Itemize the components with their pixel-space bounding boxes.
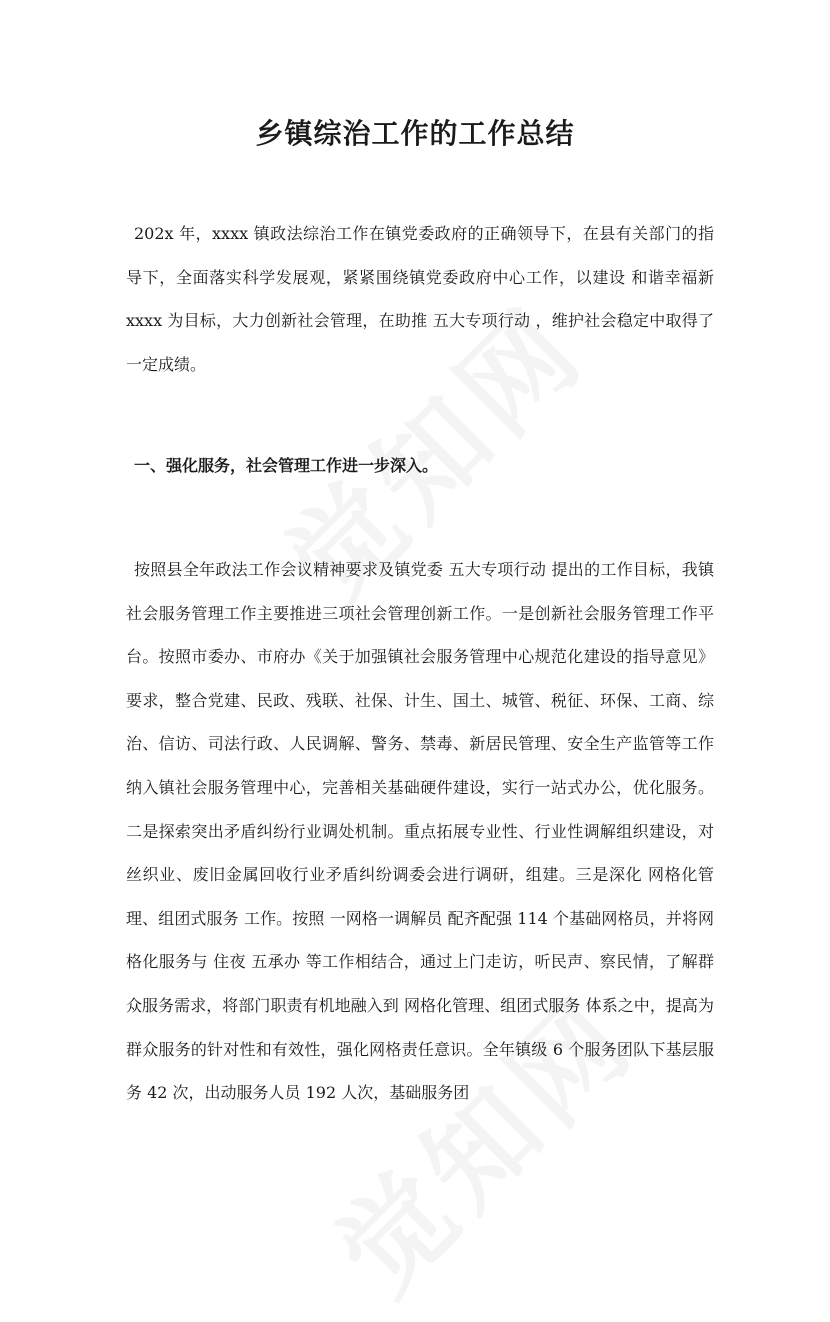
section-heading: 一、强化服务，社会管理工作进一步深入。 (134, 456, 439, 476)
document-body (126, 212, 714, 1115)
document-title: 乡镇综治工作的工作总结 (255, 117, 575, 150)
intro-paragraph: 202x 年，xxxx 镇政法综治工作在镇党委政府的正确领导下，在县有关部门的指导下，全面落实科学发展观，紧紧围绕镇党委政府中心工作，以建设 和谐幸福新 xxxx 为目标，大力创新社会管理，在助推 五大专项行动 ，维护社会稳定中取得了一定成绩。 (126, 224, 714, 374)
section-paragraph: 按照县全年政法工作会议精神要求及镇党委 五大专项行动 提出的工作目标，我镇社会服务管理工作主要推进三项社会管理创新工作。一是创新社会服务管理工作平台。按照市委办、市府办《关于加强镇社会服务管理中心规范化建设的指导意见》要求，整合党建、民政、残联、社保、计生、国土、城管、税征、环保、工商、综治、信访、司法行政、人民调解、警务、禁毒、新居民管理、安全生产监管等工作纳入镇社会服务管理中心，完善相关基础硬件建设，实行一站式办公，优化服务。二是探索突出矛盾纠纷行业调处机制。重点拓展专业性、行业性调解组织建设，对丝织业、废旧金属回收行业矛盾纠纷调委会进行调研，组建。三是深化 网格化管理、组团式服务 工作。按照 一网格一调解员 配齐配强 114 个基础网格员，并将网格化服务与 住夜 五承办 等工作相结合，通过上门走访，听民声、察民情，了解群众服务需求，将部门职责有机地融入到 网格化管理、组团式服务 体系之中，提高为群众服务的针对性和有效性，强化网格责任意识。全年镇级 6 个服务团队下基层服务 42 次，出动服务人员 192 人次，基础服务团 (126, 559, 714, 1103)
